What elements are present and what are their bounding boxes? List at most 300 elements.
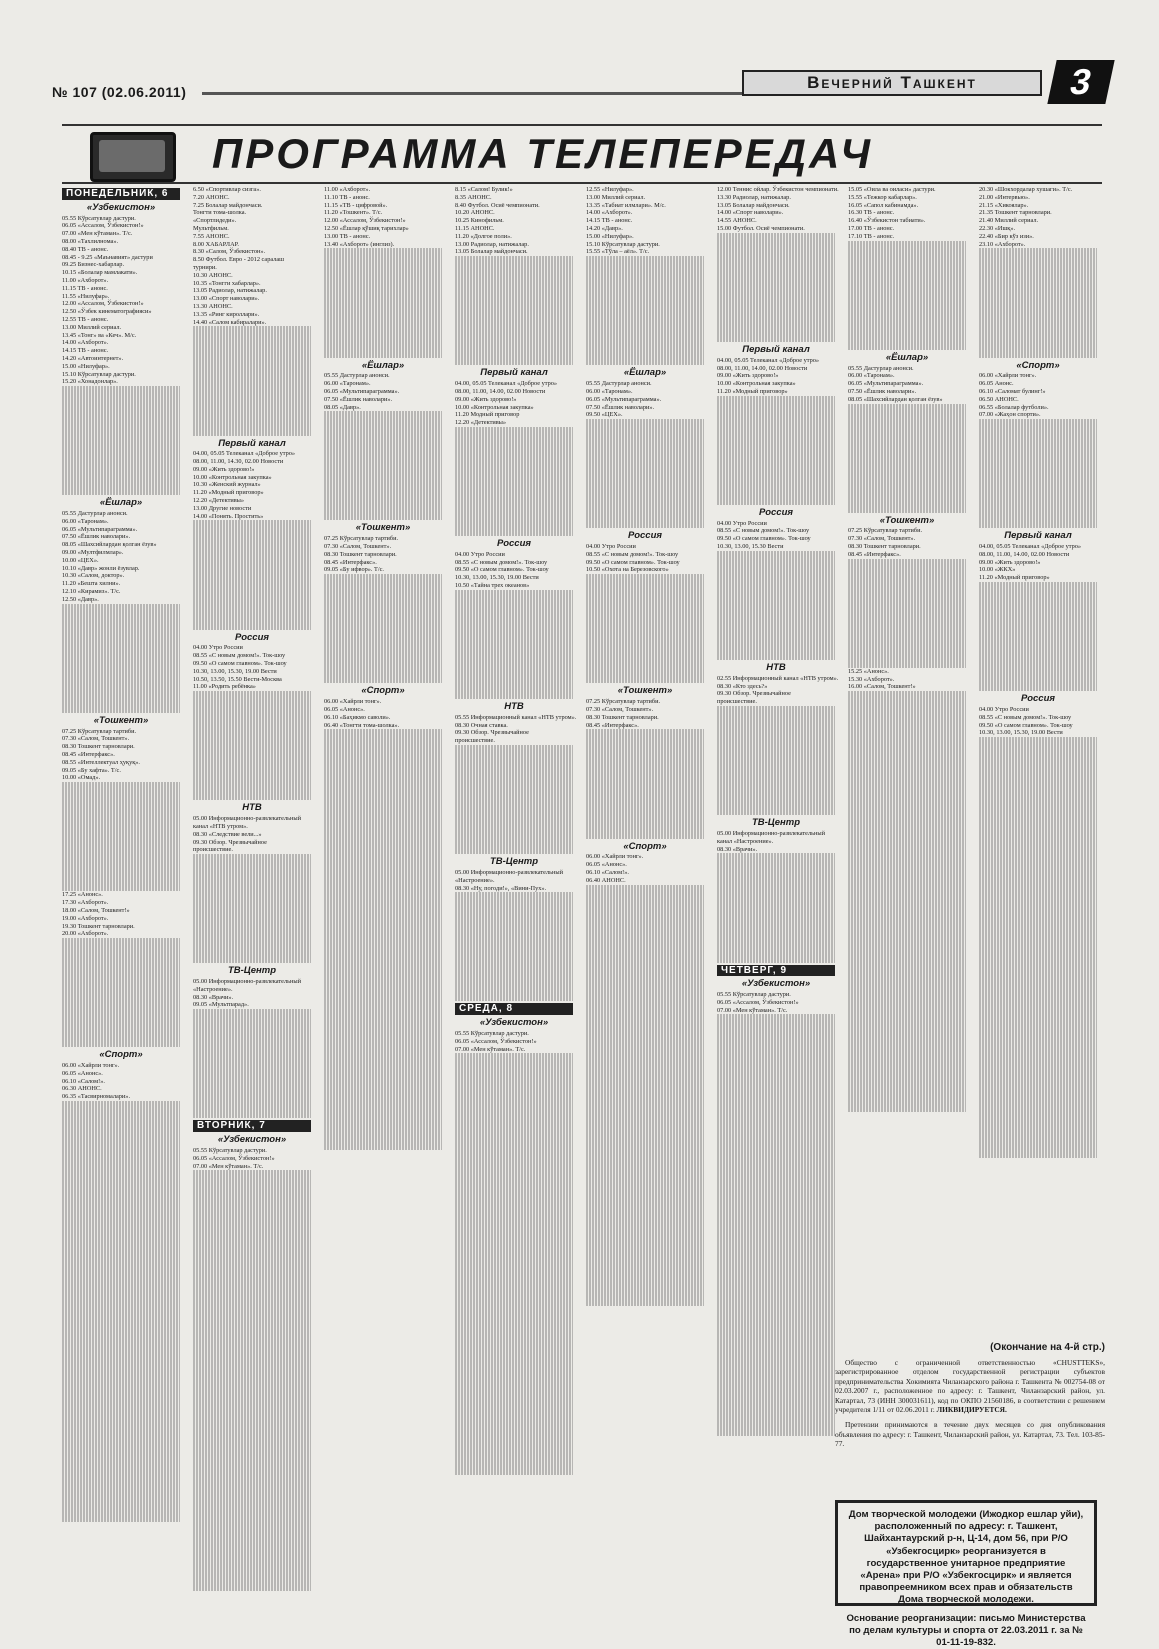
schedule-filler-line [979,956,1097,964]
schedule-filler-line [455,963,573,971]
schedule-filler-line [848,980,966,988]
schedule-filler-line [717,1303,835,1311]
schedule-filler-line [979,885,1097,893]
schedule-filler-line [193,1272,311,1280]
schedule-filler-line [62,1444,180,1452]
schedule-line: 8.50 Футбол. Евро - 2012 саралаш [193,256,285,264]
schedule-filler-line [324,1143,442,1151]
schedule-filler-line [979,1065,1097,1073]
schedule-filler-line [848,481,966,489]
schedule-filler-line [586,489,704,497]
schedule-filler-line [324,885,442,893]
schedule-filler-line [979,582,1097,590]
schedule-filler-line [586,823,704,831]
schedule-line: 10.25 Кинофильм. [455,217,504,225]
schedule-filler-line [324,1127,442,1135]
schedule-filler-line [848,1011,966,1019]
schedule-filler-line [717,745,835,753]
schedule-filler-line [455,1209,573,1217]
schedule-filler-line [324,295,442,303]
schedule-filler-line [455,1272,573,1280]
schedule-filler-line [324,792,442,800]
schedule-line: 08.55 «С новым домом!». Ток-шоу [455,558,548,566]
schedule-filler-line [62,1117,180,1125]
schedule-filler-line [455,629,573,637]
schedule-filler-line [62,674,180,682]
schedule-filler-line [62,1148,180,1156]
schedule-filler-line [848,839,966,847]
channel-heading: «Спорт» [623,840,667,852]
schedule-filler-line [979,342,1097,350]
schedule-filler-line [455,1077,573,1085]
schedule-filler-line [717,1014,835,1022]
schedule-filler-line [586,443,704,451]
schedule-filler-line [455,652,573,660]
schedule-line: 14.20 «Автоинтернет». [62,354,124,362]
schedule-filler-line [848,995,966,1003]
schedule-filler-line [979,846,1097,854]
schedule-filler-line [193,901,311,909]
schedule-line: 10.00 «ЖКХ» [979,566,1016,574]
schedule-filler-line [324,1010,442,1018]
schedule-line: 09.00 «Мултфилмлар». [62,549,124,557]
schedule-line: 09.25 Бизнес-хабарлар. [62,261,125,269]
schedule-line: 16.30 ТВ - анонс. [848,209,895,217]
schedule-filler-line [324,761,442,769]
schedule-filler-line [193,1303,311,1311]
schedule-filler-line [848,1019,966,1027]
schedule-filler-line [979,443,1097,451]
schedule-filler-line [586,885,704,893]
schedule-filler-line [324,443,442,451]
schedule-filler-line [717,419,835,427]
schedule-filler-line [717,900,835,908]
schedule-line: 05.55 Кўрсатувлар дастури. [193,1147,267,1155]
masthead-rule [202,92,742,95]
schedule-filler-line [193,924,311,932]
schedule-filler-line [62,1312,180,1320]
schedule-line: 07.25 Кўрсатувлар тартиби. [324,535,399,543]
schedule-filler-line [193,1459,311,1467]
schedule-filler-line [193,397,311,405]
schedule-line: 14.00 «Понять. Простить» [193,512,264,520]
schedule-line: 06.50 АНОНС. [979,395,1019,403]
schedule-filler-line [193,1256,311,1264]
schedule-filler-line [979,1119,1097,1127]
schedule-filler-line [848,746,966,754]
schedule-line: 14.00 «Ахборот». [62,339,109,347]
schedule-filler-line [717,908,835,916]
schedule-filler-line [717,1381,835,1389]
schedule-filler-line [848,925,966,933]
channel-heading: «Ёшлар» [99,497,143,509]
schedule-filler-line [62,394,180,402]
schedule-line: происшествие. [455,737,495,745]
schedule-filler-line [848,808,966,816]
schedule-filler-line [717,1022,835,1030]
schedule-line: 06.55 «Болалар футболи». [979,403,1049,411]
schedule-line: 07.00 «Жаҳон спорти». [979,411,1041,419]
schedule-filler-line [979,613,1097,621]
schedule-line: 12.50 «Ўзбек кинематографияси» [62,308,152,316]
schedule-filler-line [586,1150,704,1158]
schedule-filler-line [193,1040,311,1048]
schedule-filler-line [455,1124,573,1132]
schedule-filler-line [324,419,442,427]
schedule-filler-line [62,1265,180,1273]
schedule-filler-line [193,1334,311,1342]
schedule-filler-line [62,1358,180,1366]
schedule-filler-line [717,613,835,621]
schedule-filler-line [717,326,835,334]
schedule-filler-line [193,350,311,358]
schedule-filler-line [62,1382,180,1390]
schedule-filler-line [717,590,835,598]
schedule-filler-line [586,831,704,839]
schedule-filler-line [324,668,442,676]
schedule-filler-line [717,1147,835,1155]
schedule-filler-line [455,489,573,497]
schedule-filler-line [62,1226,180,1234]
schedule-filler-line [717,574,835,582]
schedule-filler-line [717,1233,835,1241]
schedule-filler-line [324,505,442,513]
schedule-filler-line [62,487,180,495]
schedule-filler-line [586,513,704,521]
schedule-line: 8.40 Футбол. Осиё чемпионати. [455,201,540,209]
schedule-filler-line [193,1194,311,1202]
schedule-line: 11.20 «Долгое поли». [455,232,512,240]
schedule-filler-line [586,497,704,505]
schedule-filler-line [717,1061,835,1069]
schedule-filler-line [848,248,966,256]
schedule-filler-line [455,1467,573,1475]
schedule-filler-line [586,1072,704,1080]
schedule-line: 15.10 Кўрсатувлар дастури. [586,240,660,248]
schedule-filler-line [193,1475,311,1483]
schedule-filler-line [324,326,442,334]
schedule-line: 23.10 «Ахборот». [979,240,1026,248]
schedule-filler-line [193,1529,311,1537]
schedule-filler-line [62,868,180,876]
newspaper-name: Вечерний Ташкент [742,70,1042,96]
schedule-filler-line [193,1202,311,1210]
schedule-filler-line [979,940,1097,948]
schedule-filler-line [848,1058,966,1066]
schedule-filler-line [717,629,835,637]
schedule-filler-line [979,637,1097,645]
schedule-filler-line [193,381,311,389]
schedule-line: 20.30 «Шокхордалар хушаги». Т/с. [979,186,1073,193]
schedule-filler-line [455,955,573,963]
schedule-filler-line [455,1443,573,1451]
schedule-filler-line [717,1038,835,1046]
schedule-filler-line [455,1155,573,1163]
schedule-line: 07.25 Кўрсатувлар тартиби. [62,727,137,735]
schedule-filler-line [979,598,1097,606]
schedule-filler-line [979,737,1097,745]
schedule-filler-line [717,1264,835,1272]
schedule-filler-line [62,1296,180,1304]
schedule-line: 14.15 ТВ - анонс. [62,347,109,355]
schedule-filler-line [979,435,1097,443]
schedule-filler-line [586,1228,704,1236]
schedule-filler-line [586,1165,704,1173]
schedule-filler-line [62,1351,180,1359]
schedule-filler-line [193,940,311,948]
schedule-line: 07.00 «Мен кўтаман». Т/с. [717,1006,788,1014]
schedule-line: 17.30 «Ахборот». [62,899,109,907]
schedule-line: 22.40 «Бир кўз изи». [979,232,1034,240]
schedule-filler-line [717,1116,835,1124]
schedule-line: 14.20 «Давр». [586,224,623,232]
schedule-filler-line [979,605,1097,613]
liquidation-notice [835,1358,1105,1486]
schedule-filler-line [848,1042,966,1050]
schedule-filler-line [455,892,573,900]
schedule-filler-line [848,474,966,482]
schedule-line: 10.50, 13.50, 15.50 Вести-Москва [193,675,282,683]
schedule-filler-line [848,311,966,319]
schedule-line: 09.05 «Бу хафта». Т/с. [62,766,121,774]
schedule-filler-line [717,706,835,714]
schedule-filler-line [848,466,966,474]
schedule-line: 14.00 «Ахборот». [586,209,633,217]
schedule-filler-line [455,660,573,668]
schedule-filler-line [455,784,573,792]
schedule-filler-line [193,1017,311,1025]
schedule-filler-line [717,1280,835,1288]
schedule-filler-line [979,295,1097,303]
channel-heading: Россия [628,530,662,542]
schedule-line: 7.25 Болалар майдончаси. [193,201,263,209]
schedule-filler-line [586,1267,704,1275]
channel-heading: «Ёшлар» [361,359,405,371]
schedule-filler-line [717,1248,835,1256]
schedule-filler-line [717,1155,835,1163]
schedule-filler-line [455,1069,573,1077]
schedule-filler-line [848,871,966,879]
schedule-column-4 [455,186,577,1376]
schedule-filler-line [62,1327,180,1335]
schedule-filler-line [193,1095,311,1103]
schedule-line: 04.00, 05.05 Телеканал «Доброе утро» [717,356,820,364]
schedule-filler-line [717,1131,835,1139]
schedule-filler-line [193,420,311,428]
schedule-filler-line [848,1089,966,1097]
schedule-filler-line [586,466,704,474]
schedule-filler-line [717,1404,835,1412]
schedule-line: 06.05 «Анонс». [586,861,627,869]
schedule-filler-line [62,884,180,892]
schedule-filler-line [717,861,835,869]
schedule-filler-line [979,350,1097,358]
schedule-filler-line [586,1056,704,1064]
schedule-filler-line [979,1033,1097,1041]
schedule-filler-line [717,311,835,319]
continued-note: (Окончание на 4-й стр.) [990,1342,1105,1353]
schedule-filler-line [848,637,966,645]
schedule-filler-line [193,1451,311,1459]
schedule-filler-line [717,559,835,567]
schedule-filler-line [979,1150,1097,1158]
schedule-line: 08.05 «Давр». [324,403,361,411]
schedule-filler-line [848,1003,966,1011]
schedule-line: 09.50 «О самом главном». Ток-шоу [717,535,811,543]
schedule-line: 11.15 АНОНС. [455,224,495,232]
schedule-line: 10.00 «Контрольная закупка» [193,473,272,481]
schedule-filler-line [979,963,1097,971]
schedule-line: 05.00 Информационно-развлекательный [717,829,825,837]
schedule-filler-line [324,909,442,917]
schedule-filler-line [62,1249,180,1257]
schedule-filler-line [979,590,1097,598]
schedule-line: 06.40 «Тонгти тома-шолка». [324,721,400,729]
schedule-filler-line [586,1220,704,1228]
schedule-filler-line [848,800,966,808]
schedule-filler-line [848,644,966,652]
schedule-filler-line [324,948,442,956]
schedule-filler-line [62,1257,180,1265]
schedule-filler-line [586,319,704,327]
schedule-line: 09.50 «О самом главном». Ток-шоу [979,721,1073,729]
schedule-filler-line [455,900,573,908]
channel-heading: «Узбекистон» [217,1134,287,1146]
schedule-filler-line [979,776,1097,784]
schedule-filler-line [324,342,442,350]
schedule-filler-line [586,986,704,994]
schedule-line: 06.00 «Хайрли тонг». [979,372,1037,380]
schedule-line: 06.05 «Ассалом, Ўзбекистон!» [62,222,144,230]
schedule-filler-line [193,1358,311,1366]
schedule-line: 12.55 ТВ - анонс. [62,315,109,323]
schedule-line: 08.30 «Врачи». [193,993,234,1001]
schedule-filler-line [324,676,442,684]
schedule-filler-line [979,1057,1097,1065]
channel-heading: «Спорт» [99,1049,143,1061]
schedule-filler-line [193,1248,311,1256]
schedule-filler-line [586,1064,704,1072]
schedule-filler-line [455,1428,573,1436]
schedule-line: 07.50 «Ёшлик наволари». [62,533,131,541]
schedule-filler-line [324,862,442,870]
schedule-filler-line [586,892,704,900]
schedule-line: 12.00 Теннис ойлар. Ўзбекистон чемпионати. [717,186,839,193]
schedule-filler-line [193,1033,311,1041]
schedule-filler-line [62,1210,180,1218]
schedule-filler-line [717,427,835,435]
schedule-filler-line [586,745,704,753]
schedule-line: 08.45 - 9.25 «Маънавият» дастури [62,253,153,261]
schedule-filler-line [848,319,966,327]
schedule-filler-line [586,1126,704,1134]
schedule-filler-line [193,1412,311,1420]
day-heading: ВТОРНИК, 7 [193,1120,311,1132]
schedule-line: 06.00 «Таронам». [586,387,633,395]
schedule-line: происшествие. [193,846,233,854]
schedule-line: 13.00 Радиолар, натижалар. [455,240,529,248]
channel-heading: «Ёшлар» [885,351,929,363]
channel-heading: НТВ [242,802,262,814]
schedule-filler-line [324,598,442,606]
schedule-filler-line [717,1389,835,1397]
channel-heading: «Тошкент» [617,685,673,697]
schedule-filler-line [717,1295,835,1303]
schedule-filler-line [193,878,311,886]
schedule-line: 10.20 АНОНС. [455,209,495,217]
schedule-line: 15.00 Футбол. Осиё чемпионати. [717,224,805,232]
schedule-filler-line [62,1234,180,1242]
schedule-filler-line [193,342,311,350]
schedule-line: 04.00 Утро России [193,644,243,652]
schedule-filler-line [848,949,966,957]
schedule-filler-line [324,450,442,458]
schedule-line: 12.50 «Ёшлар қўшиқ тарихлар» [324,224,409,232]
schedule-filler-line [62,1032,180,1040]
schedule-line: 06.00 «Таронам». [848,372,895,380]
schedule-filler-line [62,386,180,394]
schedule-filler-line [586,955,704,963]
schedule-filler-line [848,1081,966,1089]
schedule-filler-line [193,1381,311,1389]
schedule-filler-line [455,598,573,606]
schedule-filler-line [324,823,442,831]
schedule-filler-line [62,798,180,806]
schedule-line: 10.50 «Тайна трех океанов» [455,582,530,590]
schedule-filler-line [324,427,442,435]
schedule-filler-line [455,1217,573,1225]
schedule-line: 18.00 «Салом, Тошкент!» [62,906,130,914]
schedule-filler-line [717,1272,835,1280]
schedule-filler-line [848,972,966,980]
schedule-filler-line [455,1311,573,1319]
schedule-filler-line [979,994,1097,1002]
schedule-filler-line [193,769,311,777]
schedule-filler-line [717,1342,835,1350]
schedule-filler-line [848,878,966,886]
schedule-line: 8.30 «Салом, Ўзбекистон». [193,248,266,256]
schedule-filler-line [717,404,835,412]
schedule-filler-line [193,1584,311,1592]
schedule-filler-line [193,373,311,381]
schedule-line: 15.00 «Нилуфар». [586,232,634,240]
schedule-filler-line [979,979,1097,987]
schedule-filler-line [455,986,573,994]
schedule-filler-line [324,489,442,497]
schedule-filler-line [455,528,573,536]
schedule-filler-line [586,311,704,319]
schedule-line: 08.40 ТВ - анонс. [62,245,109,253]
schedule-line: 10.00 «Омад». [62,774,101,782]
schedule-filler-line [979,334,1097,342]
schedule-filler-line [586,350,704,358]
schedule-filler-line [455,1389,573,1397]
schedule-filler-line [62,635,180,643]
schedule-filler-line [848,933,966,941]
schedule-filler-line [62,860,180,868]
schedule-filler-line [717,1053,835,1061]
schedule-filler-line [717,396,835,404]
schedule-filler-line [62,1202,180,1210]
schedule-filler-line [455,1319,573,1327]
schedule-line: 11.00 «Ахборот». [62,276,109,284]
schedule-filler-line [848,559,966,567]
schedule-filler-line [193,1436,311,1444]
schedule-filler-line [586,287,704,295]
schedule-line: 11.20 «Модный приговор» [979,574,1050,582]
schedule-filler-line [586,334,704,342]
schedule-filler-line [586,776,704,784]
